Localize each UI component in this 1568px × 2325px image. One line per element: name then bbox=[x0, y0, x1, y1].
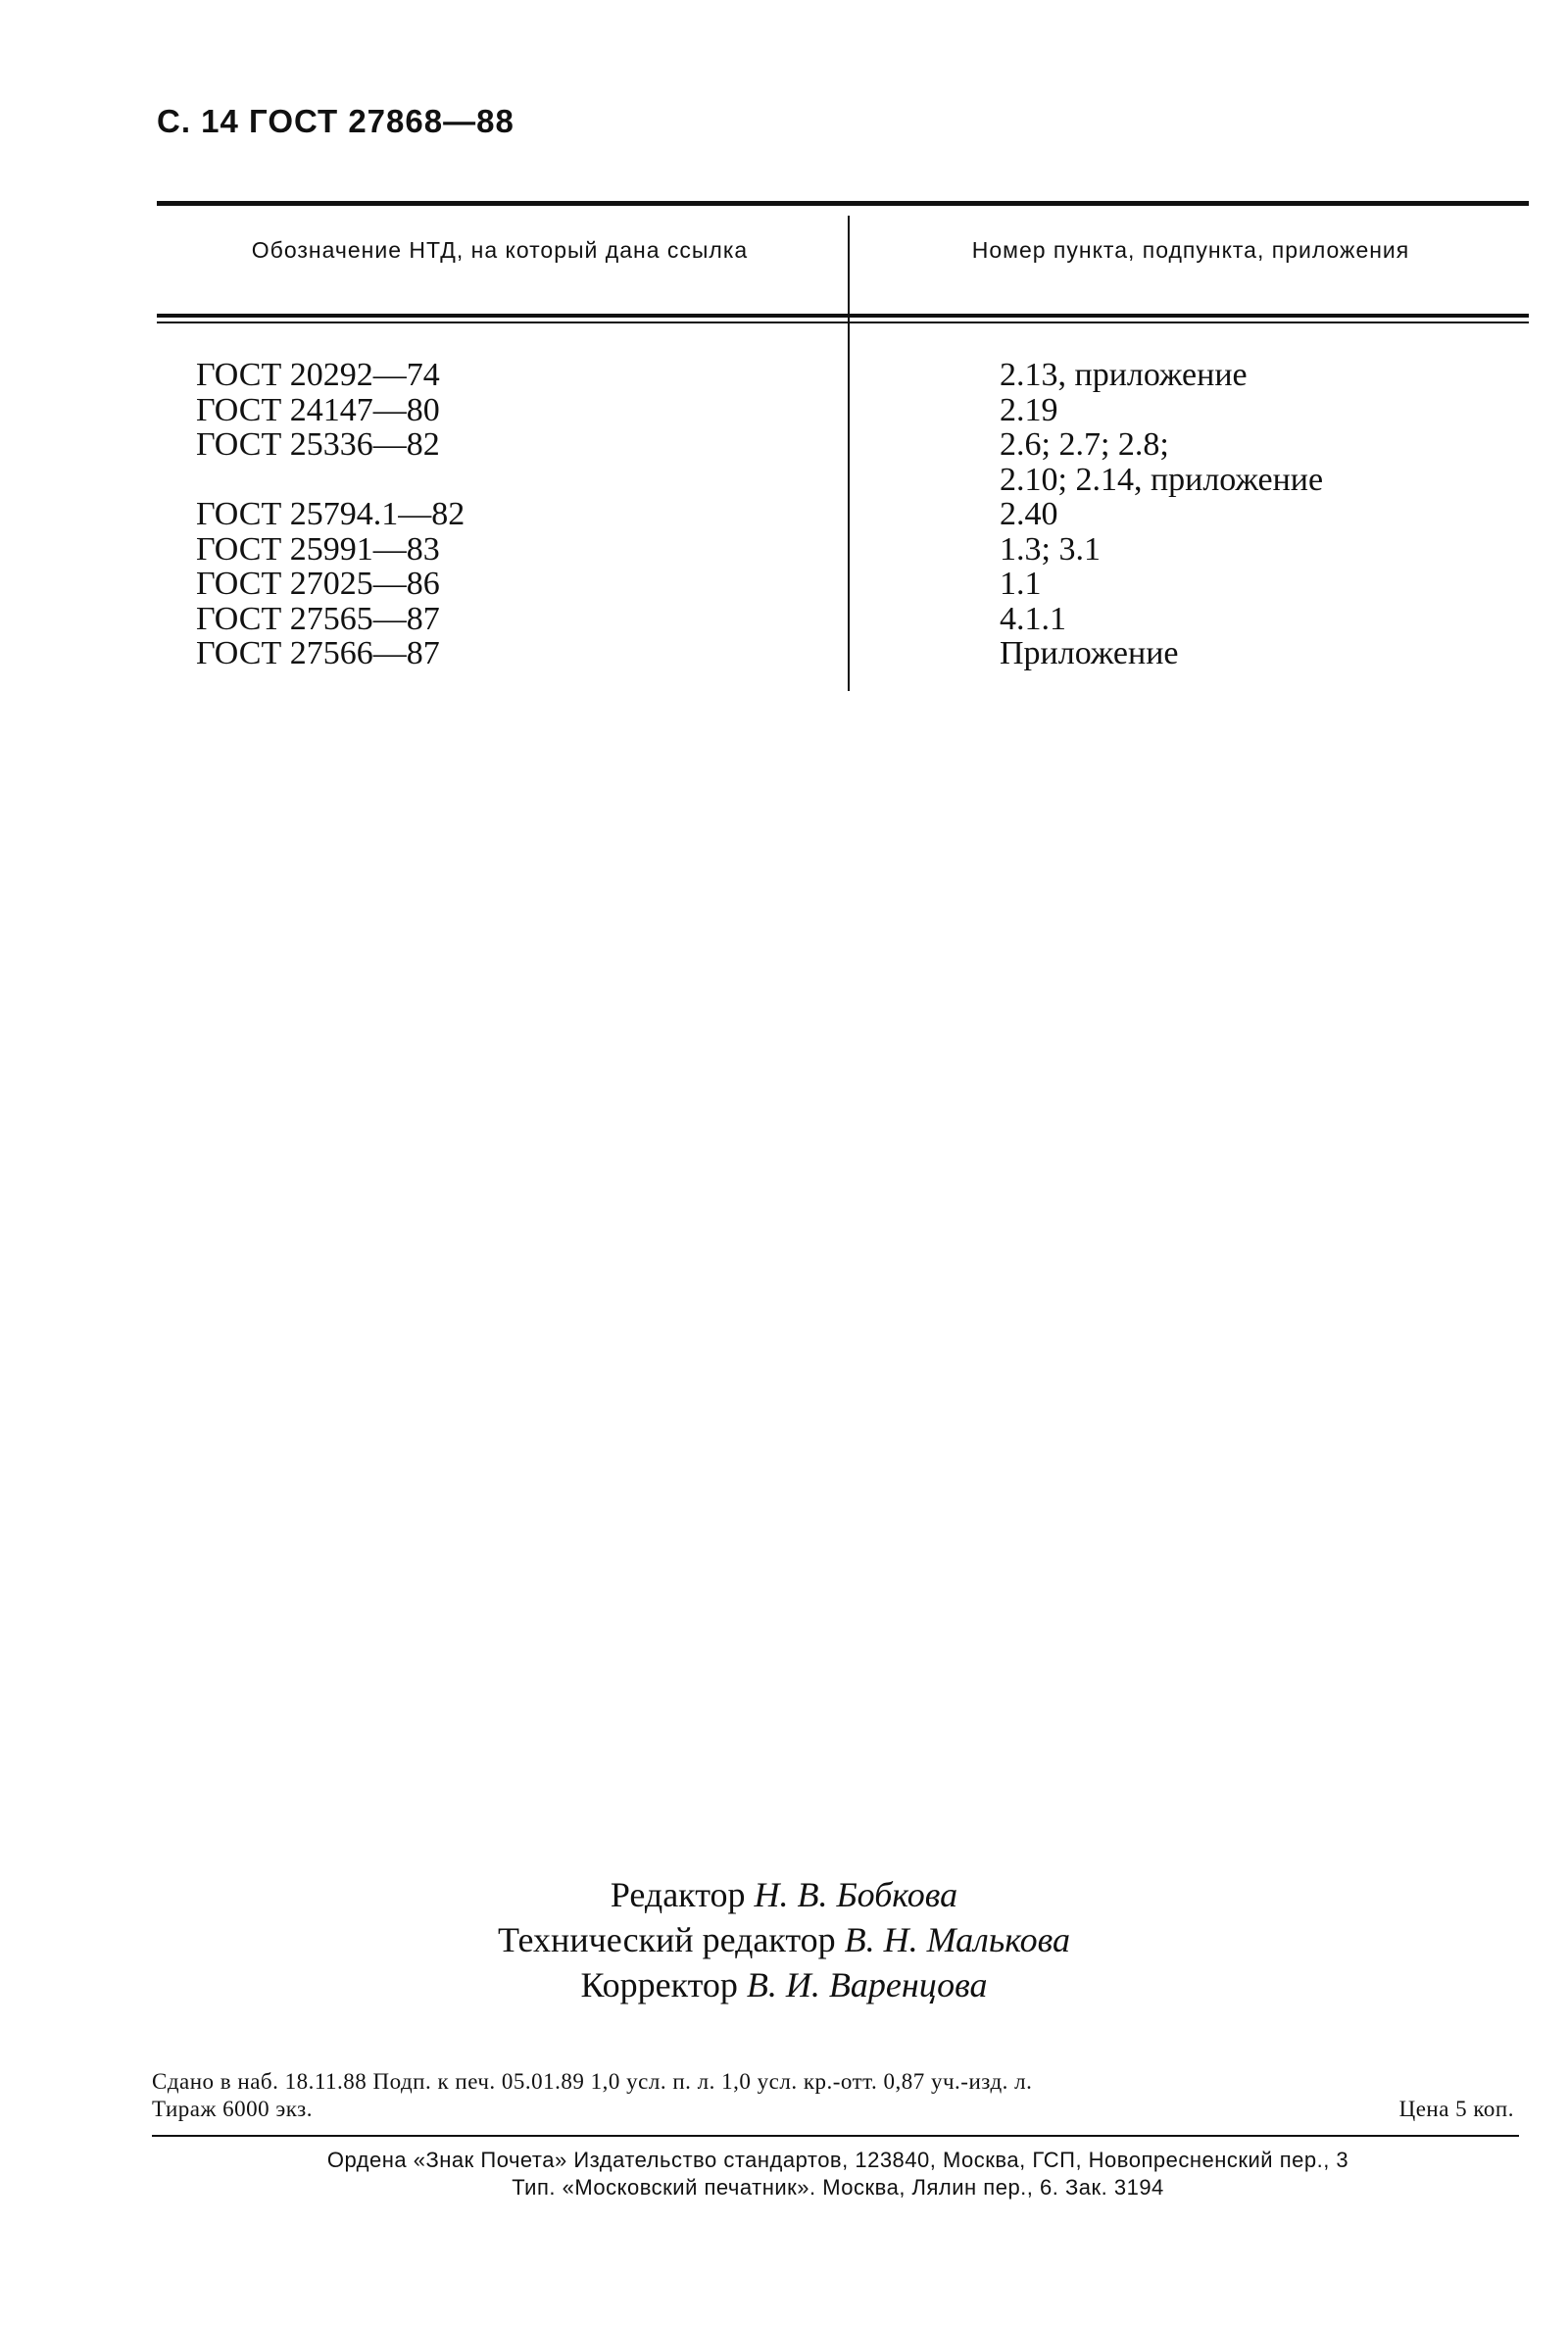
table-top-rule bbox=[157, 201, 1529, 206]
reference-table bbox=[157, 201, 1529, 691]
clause-row: 2.6; 2.7; 2.8; bbox=[1000, 426, 1169, 463]
document-row: ГОСТ 25794.1—82 bbox=[196, 496, 466, 532]
column-header-clause: Номер пункта, подпункта, приложения bbox=[971, 237, 1410, 263]
corrector-credit bbox=[0, 1962, 1568, 2007]
corrector-name: В. И. Варенцова bbox=[746, 1965, 988, 2004]
price-text: Цена 5 коп. bbox=[1398, 2097, 1514, 2121]
table-column-divider bbox=[848, 216, 850, 691]
clause-row: 1.3; 3.1 bbox=[1000, 530, 1101, 568]
publisher-line: Ордена «Знак Почета» Издательство стандартов, 123840, Москва, ГСП, Новопресненский пер., 3 bbox=[326, 2148, 1349, 2172]
clause-list bbox=[1000, 358, 1529, 671]
editor-name: Н. В. Бобкова bbox=[754, 1875, 958, 1914]
clause-row: 1.1 bbox=[1000, 566, 1042, 602]
table-header-rule bbox=[157, 314, 1529, 318]
tech-editor-label: Технический редактор bbox=[497, 1920, 836, 1959]
document-row: ГОСТ 24147—80 bbox=[196, 391, 440, 428]
imprint-print-dates: Сдано в наб. 18.11.88 Подп. к печ. 05.01.89 1,0 усл. п. л. 1,0 усл. кр.-отт. 0,87 уч.-изд. л. bbox=[152, 2069, 1033, 2094]
clause-row: 2.10; 2.14, приложение bbox=[1000, 461, 1324, 498]
clause-row: 2.40 bbox=[1000, 496, 1058, 532]
circulation-text: Тираж 6000 экз. bbox=[152, 2097, 313, 2121]
document-row: ГОСТ 27565—87 bbox=[196, 600, 440, 637]
footer-rule bbox=[152, 2135, 1519, 2137]
page-header: С. 14 ГОСТ 27868—88 bbox=[157, 103, 514, 139]
editor-credit bbox=[0, 1872, 1568, 1917]
clause-row: 4.1.1 bbox=[1000, 600, 1066, 637]
document-row: ГОСТ 20292—74 bbox=[196, 357, 440, 393]
imprint-row bbox=[152, 2096, 1514, 2123]
printer-line: Тип. «Московский печатник». Москва, Лялин пер., 6. Зак. 3194 bbox=[512, 2175, 1164, 2200]
document-row: ГОСТ 27566—87 bbox=[196, 635, 440, 671]
clause-row: 2.19 bbox=[1000, 391, 1058, 428]
document-row: ГОСТ 25991—83 bbox=[196, 530, 440, 568]
document-row: ГОСТ 25336—82 bbox=[196, 426, 440, 463]
imprint-block bbox=[152, 2068, 1514, 2123]
table-header-rule-secondary bbox=[157, 322, 1529, 323]
tech-editor-credit bbox=[0, 1917, 1568, 1962]
corrector-label: Корректор bbox=[580, 1965, 738, 2004]
clause-row: Приложение bbox=[1000, 635, 1179, 671]
document-row-spacer bbox=[196, 463, 823, 498]
document-row: ГОСТ 27025—86 bbox=[196, 566, 440, 602]
credits-block bbox=[0, 1872, 1568, 2007]
publisher-footer bbox=[147, 2147, 1529, 2201]
document-list bbox=[196, 358, 823, 671]
clause-row: 2.13, приложение bbox=[1000, 357, 1248, 393]
column-header-document: Обозначение НТД, на который дана ссылка bbox=[251, 237, 749, 263]
tech-editor-name: В. Н. Малькова bbox=[844, 1920, 1071, 1959]
editor-label: Редактор bbox=[610, 1875, 746, 1914]
